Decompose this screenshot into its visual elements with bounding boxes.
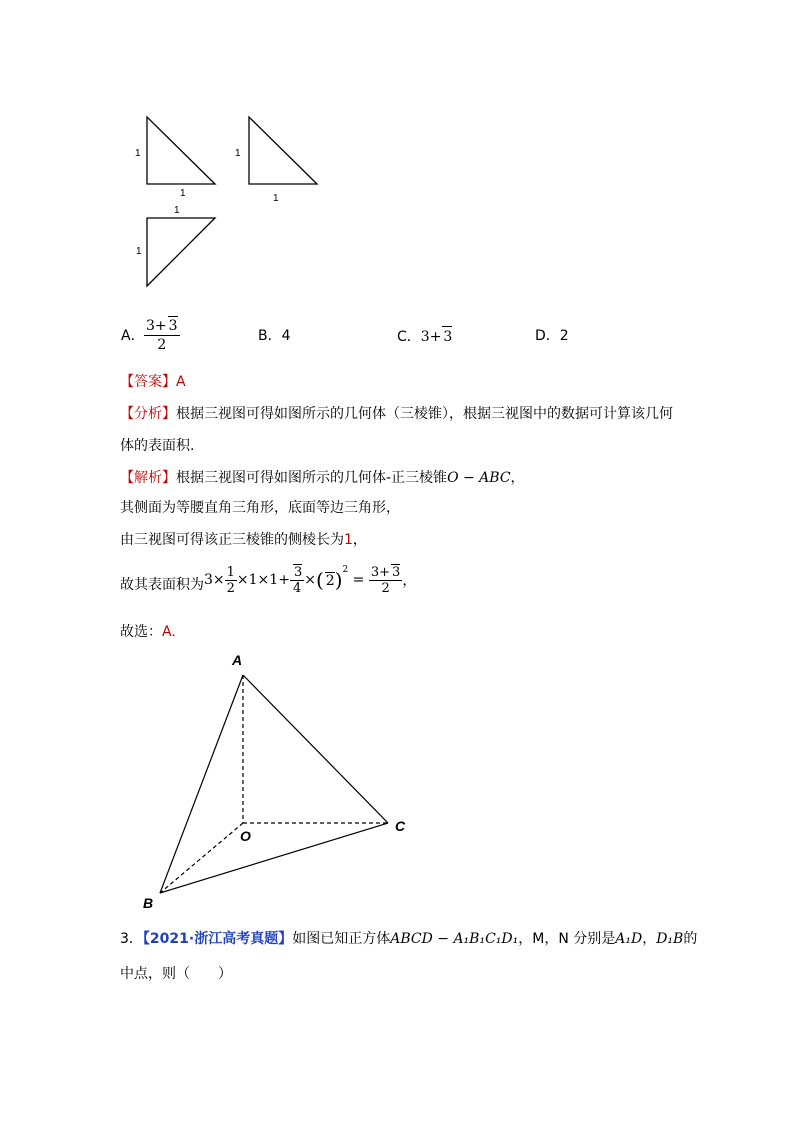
question-3-text-1: 如图已知正方体 (292, 931, 391, 947)
option-c-radicand: 3 (442, 326, 452, 347)
option-b: B．4 (258, 328, 291, 344)
option-a (121, 326, 145, 346)
edge-bc (160, 823, 388, 893)
edge-ob-hidden (160, 823, 243, 893)
solution-choice: A. (162, 624, 176, 640)
edge-ab (160, 675, 243, 893)
question-3-sep: ， (642, 931, 657, 947)
vertex-a-label: A (232, 652, 243, 668)
view-2-bottom-label: 1 (273, 193, 279, 204)
solution-text-3: 由三视图可得该正三棱锥的侧棱长为 (120, 532, 344, 548)
solution-line-4-text: 故其表面积为 (120, 577, 204, 593)
option-c (397, 326, 452, 347)
solution-line-2: 其侧面为等腰直角三角形，底面等边三角形， (120, 500, 400, 516)
pyramid-name-math: O − ABC (447, 470, 511, 486)
answer-value: A (176, 374, 186, 390)
view-2-triangle (249, 117, 317, 184)
question-3-line-1 (120, 929, 697, 949)
view-3-left-label: 1 (136, 246, 142, 257)
solution-line-1 (120, 468, 525, 488)
solution-text-1: 根据三视图可得如图所示的几何体-正三棱锥 (176, 470, 448, 486)
option-a-numerator: 3+ (146, 318, 167, 334)
segment-2-math: D₁B (656, 931, 684, 947)
option-a-fraction (144, 316, 180, 354)
question-3-line-2: 中点，则（ ） (120, 966, 232, 982)
analysis-text-1: 根据三视图可得如图所示的几何体（三棱锥），根据三视图中的数据可计算该几何 (176, 406, 673, 422)
surface-area-formula: 3× $\frac{1}{2}$ ×1×1+ $\frac{3}{4}$ ×( 2)$^2$ = $\frac{3+ 3}{2}$ ， (204, 564, 417, 596)
answer-line (120, 372, 186, 392)
view-3-top-label: 1 (174, 205, 180, 216)
solution-punct-4: ， (402, 573, 417, 589)
solution-line-5 (120, 622, 176, 642)
question-3-text-3: 的 (683, 931, 698, 947)
view-1-bottom-label: 1 (180, 188, 186, 199)
solution-text-5: 故选： (120, 624, 162, 640)
three-view-figure (0, 0, 794, 300)
option-a-radicand: 3 (168, 318, 178, 334)
edge-length-value: 1 (344, 532, 353, 548)
analysis-bracket-label: 【分析】 (120, 406, 176, 422)
question-3-text-2: ，M，N 分别是 (518, 931, 616, 947)
analysis-line-1 (120, 404, 673, 424)
view-3-triangle (147, 218, 215, 286)
option-c-label: C． (397, 329, 421, 345)
vertex-c-label: C (395, 818, 406, 834)
answer-bracket-label: 【答案】 (120, 374, 176, 390)
edge-ac (243, 675, 388, 823)
question-3-source: 【2021·浙江高考真题】 (142, 931, 293, 947)
option-a-label: A． (121, 328, 145, 344)
analysis-line-2: 体的表面积. (120, 438, 195, 454)
view-2-left-label: 1 (235, 148, 241, 159)
cube-name-math: ABCD − A₁B₁C₁D₁ (390, 931, 519, 947)
solution-bracket-label: 【解析】 (120, 470, 176, 486)
pyramid-figure (0, 640, 794, 920)
solution-line-3 (120, 530, 367, 550)
option-d: D．2 (535, 328, 569, 344)
solution-punct-1: ， (510, 470, 525, 486)
vertex-b-label: B (143, 895, 154, 911)
vertex-o-label: O (240, 828, 251, 844)
option-a-denominator: 2 (157, 337, 167, 353)
segment-1-math: A₁D (615, 931, 643, 947)
view-1-triangle (147, 117, 215, 184)
solution-punct-3: ， (352, 532, 367, 548)
question-3-number: 3． (120, 931, 143, 947)
view-1-left-label: 1 (135, 148, 141, 159)
option-c-expr: 3+ (420, 329, 442, 345)
